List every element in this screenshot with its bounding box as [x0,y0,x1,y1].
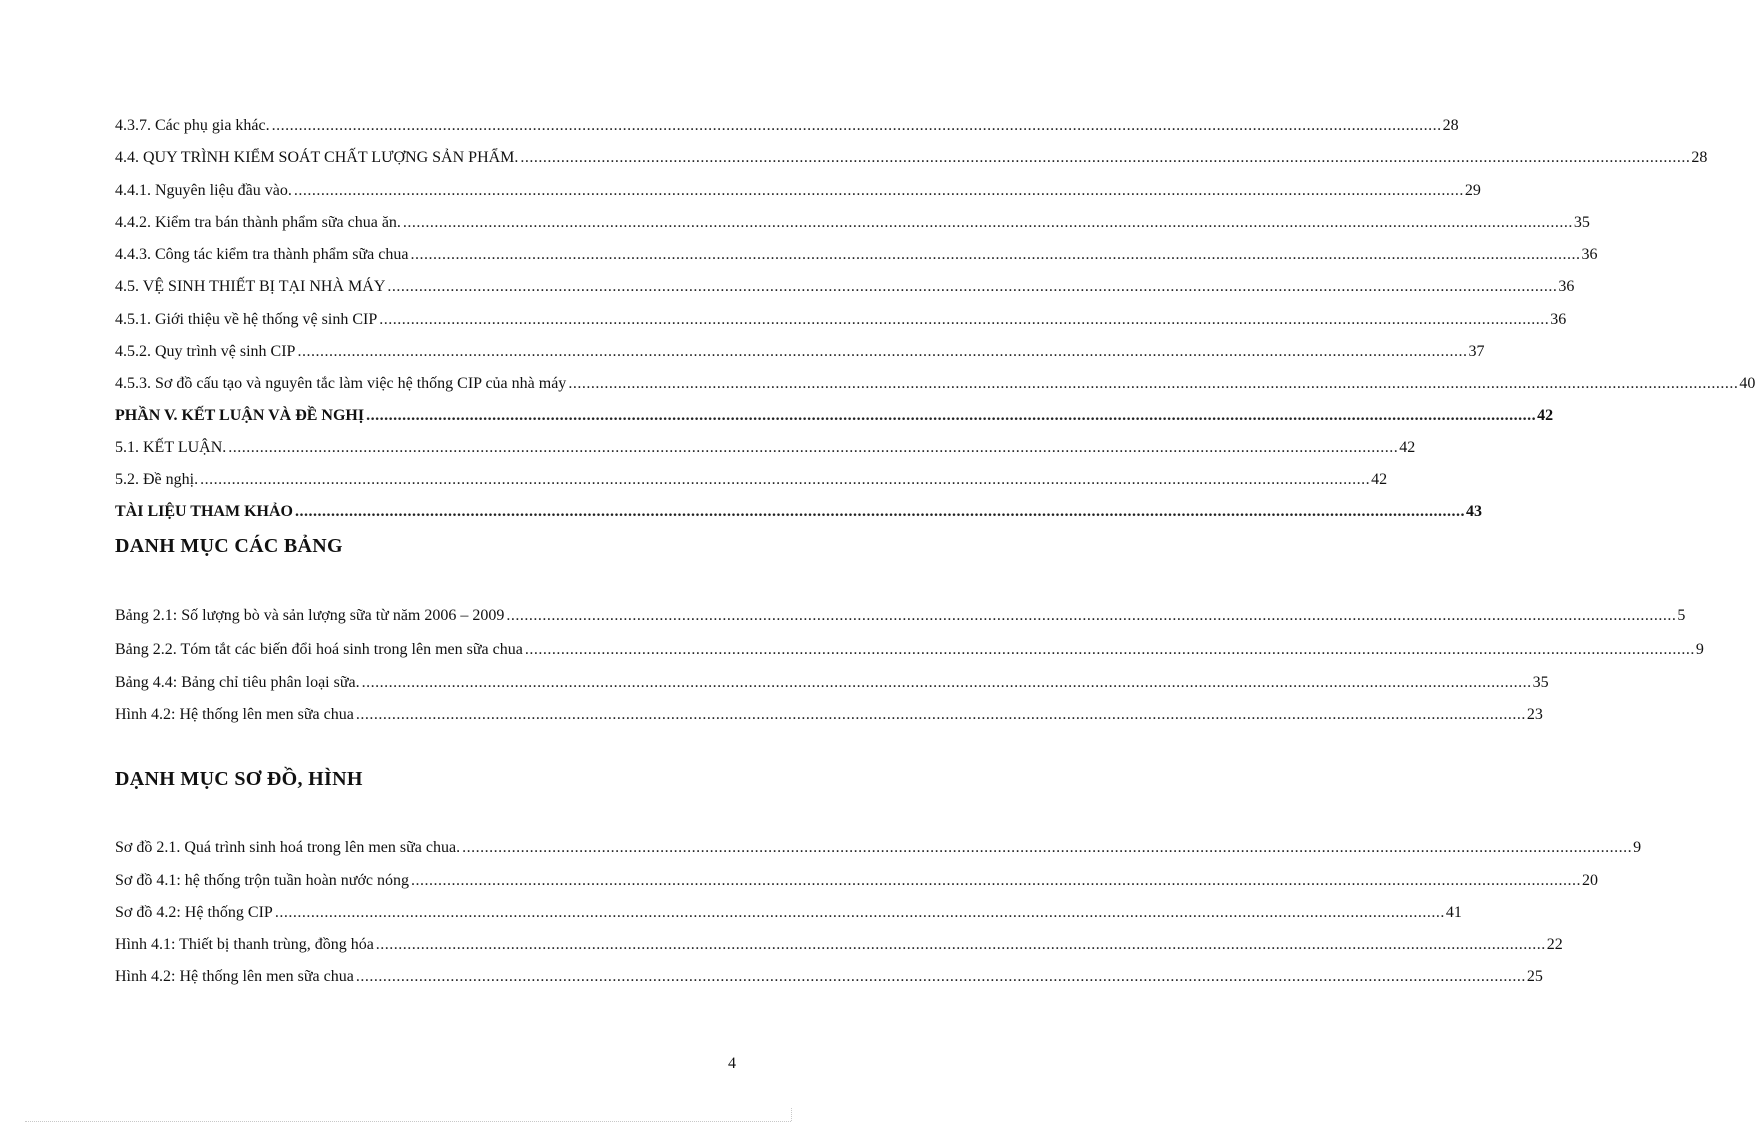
table-list-entry [115,673,1549,693]
toc-entry-title: 4.4.3. Công tác kiểm tra thành phẩm sữa chua [115,246,409,263]
tables-list-heading: DANH MỤC CÁC BẢNG [115,535,343,557]
table-list-entry [115,640,1704,660]
list-entry-title: Sơ đồ 4.1: hệ thống trộn tuần hoàn nước nóng [115,872,410,889]
toc-entry-page: 36 [1558,278,1575,295]
toc-entry [115,470,1388,490]
toc-leader-dots: .................................................................................................................................................................................................................................................................... [271,117,1442,134]
figure-list-entry [115,903,1462,923]
toc-leader-dots: .................................................................................................................................................................................................................................................................... [293,182,1464,199]
list-entry-page: 22 [1546,936,1563,953]
toc-entry-title: 4.4.2. Kiểm tra bán thành phẩm sữa chua ăn. [115,214,401,231]
figure-list-entry [115,935,1563,955]
toc-entry-title: TÀI LIỆU THAM KHẢO [115,503,293,520]
toc-leader-dots: .................................................................................................................................................................................................................................................................... [520,149,1691,166]
toc-entry-title: 4.5. VỆ SINH THIẾT BỊ TẠI NHÀ MÁY [115,278,386,295]
list-entry-page: 35 [1532,674,1549,691]
toc-entry-page: 36 [1581,246,1598,263]
toc-entry-page: 42 [1537,407,1554,424]
toc-entry [115,116,1459,136]
toc-entry-page: 36 [1550,311,1567,328]
list-entry-page: 9 [1633,839,1642,856]
list-entry-title: Sơ đồ 4.2: Hệ thống CIP [115,904,273,921]
list-entry-page: 9 [1695,641,1704,658]
list-entry-title: Bảng 2.2. Tóm tắt các biến đổi hoá sinh trong lên men sữa chua [115,641,523,658]
toc-entry-page: 29 [1464,182,1481,199]
toc-entry-page: 43 [1465,503,1482,520]
toc-entry [115,277,1575,297]
toc-entry [115,342,1485,362]
toc-leader-dots: .................................................................................................................................................................................................................................................................... [200,471,1371,488]
table-list-entry [115,606,1686,626]
figures-list-heading: DẠNH MỤC SƠ ĐỒ, HÌNH [115,768,363,790]
toc-leader-dots: .................................................................................................................................................................................................................................................................... [297,343,1468,360]
toc-leader-dots: .................................................................................................................................................................................................................................................................... [568,375,1739,392]
toc-entry-page: 28 [1442,117,1459,134]
page-number: 4 [728,1055,736,1072]
toc-entry-page: 42 [1371,471,1388,488]
toc-leader-dots: .................................................................................................................................................................................................................................................................... [355,706,1526,723]
list-entry-page: 25 [1526,968,1543,985]
toc-leader-dots: .................................................................................................................................................................................................................................................................... [410,246,1581,263]
toc-entry-page: 28 [1691,149,1708,166]
toc-entry-title: 4.3.7. Các phụ gia khác. [115,117,270,134]
figure-list-entry [115,871,1599,891]
toc-leader-dots: .................................................................................................................................................................................................................................................................... [274,904,1445,921]
page-corner-mark [791,1108,792,1121]
toc-entry-title: PHẦN V. KẾT LUẬN VÀ ĐỀ NGHỊ [115,407,365,424]
toc-entry [115,148,1708,168]
toc-leader-dots: .................................................................................................................................................................................................................................................................... [379,311,1550,328]
toc-entry [115,374,1755,394]
list-entry-title: Hình 4.2: Hệ thống lên men sữa chua [115,968,354,985]
toc-entry-page: 42 [1399,439,1416,456]
list-entry-page: 5 [1677,607,1686,624]
list-entry-page: 20 [1582,872,1599,889]
toc-entry-title: 4.4.1. Nguyên liệu đầu vào. [115,182,292,199]
toc-entry [115,502,1482,522]
toc-entry-page: 37 [1468,343,1485,360]
toc-leader-dots: .................................................................................................................................................................................................................................................................... [411,872,1582,889]
list-entry-title: Hình 4.1: Thiết bị thanh trùng, đồng hóa [115,936,374,953]
toc-leader-dots: .................................................................................................................................................................................................................................................................... [228,439,1399,456]
toc-entry-title: 4.5.1. Giới thiệu về hệ thống vệ sinh CIP [115,311,378,328]
toc-entry-title: 4.5.3. Sơ đồ cấu tạo và nguyên tắc làm việc hệ thống CIP của nhà máy [115,375,567,392]
list-entry-title: Bảng 4.4: Bảng chỉ tiêu phân loại sữa. [115,674,360,691]
toc-leader-dots: .................................................................................................................................................................................................................................................................... [366,407,1537,424]
toc-leader-dots: .................................................................................................................................................................................................................................................................... [524,641,1695,658]
figure-list-entry [115,967,1543,987]
toc-leader-dots: .................................................................................................................................................................................................................................................................... [294,503,1465,520]
toc-leader-dots: .................................................................................................................................................................................................................................................................... [506,607,1677,624]
toc-entry [115,406,1554,426]
toc-entry-page: 40 [1739,375,1755,392]
toc-entry-title: 5.1. KẾT LUẬN. [115,439,227,456]
toc-leader-dots: .................................................................................................................................................................................................................................................................... [462,839,1633,856]
toc-entry [115,438,1416,458]
figure-list-entry [115,838,1642,858]
page-bottom-border [25,1121,791,1122]
list-entry-title: Bảng 2.1: Số lượng bò và sản lượng sữa từ năm 2006 – 2009 [115,607,505,624]
table-list-entry [115,705,1543,725]
toc-entry-title: 4.4. QUY TRÌNH KIỂM SOÁT CHẤT LƯỢNG SẢN PHẨM. [115,149,519,166]
toc-leader-dots: .................................................................................................................................................................................................................................................................... [402,214,1573,231]
toc-entry [115,245,1598,265]
toc-entry [115,181,1481,201]
list-entry-title: Hình 4.2: Hệ thống lên men sữa chua [115,706,354,723]
toc-entry-page: 35 [1573,214,1590,231]
list-entry-page: 23 [1526,706,1543,723]
toc-entry [115,213,1590,233]
toc-entry-title: 5.2. Đề nghị. [115,471,199,488]
toc-entry-title: 4.5.2. Quy trình vệ sinh CIP [115,343,296,360]
toc-leader-dots: .................................................................................................................................................................................................................................................................... [375,936,1546,953]
list-entry-title: Sơ đồ 2.1. Quá trình sinh hoá trong lên men sữa chua. [115,839,461,856]
toc-entry [115,310,1567,330]
toc-leader-dots: .................................................................................................................................................................................................................................................................... [355,968,1526,985]
toc-leader-dots: .................................................................................................................................................................................................................................................................... [361,674,1532,691]
list-entry-page: 41 [1445,904,1462,921]
toc-leader-dots: .................................................................................................................................................................................................................................................................... [387,278,1558,295]
